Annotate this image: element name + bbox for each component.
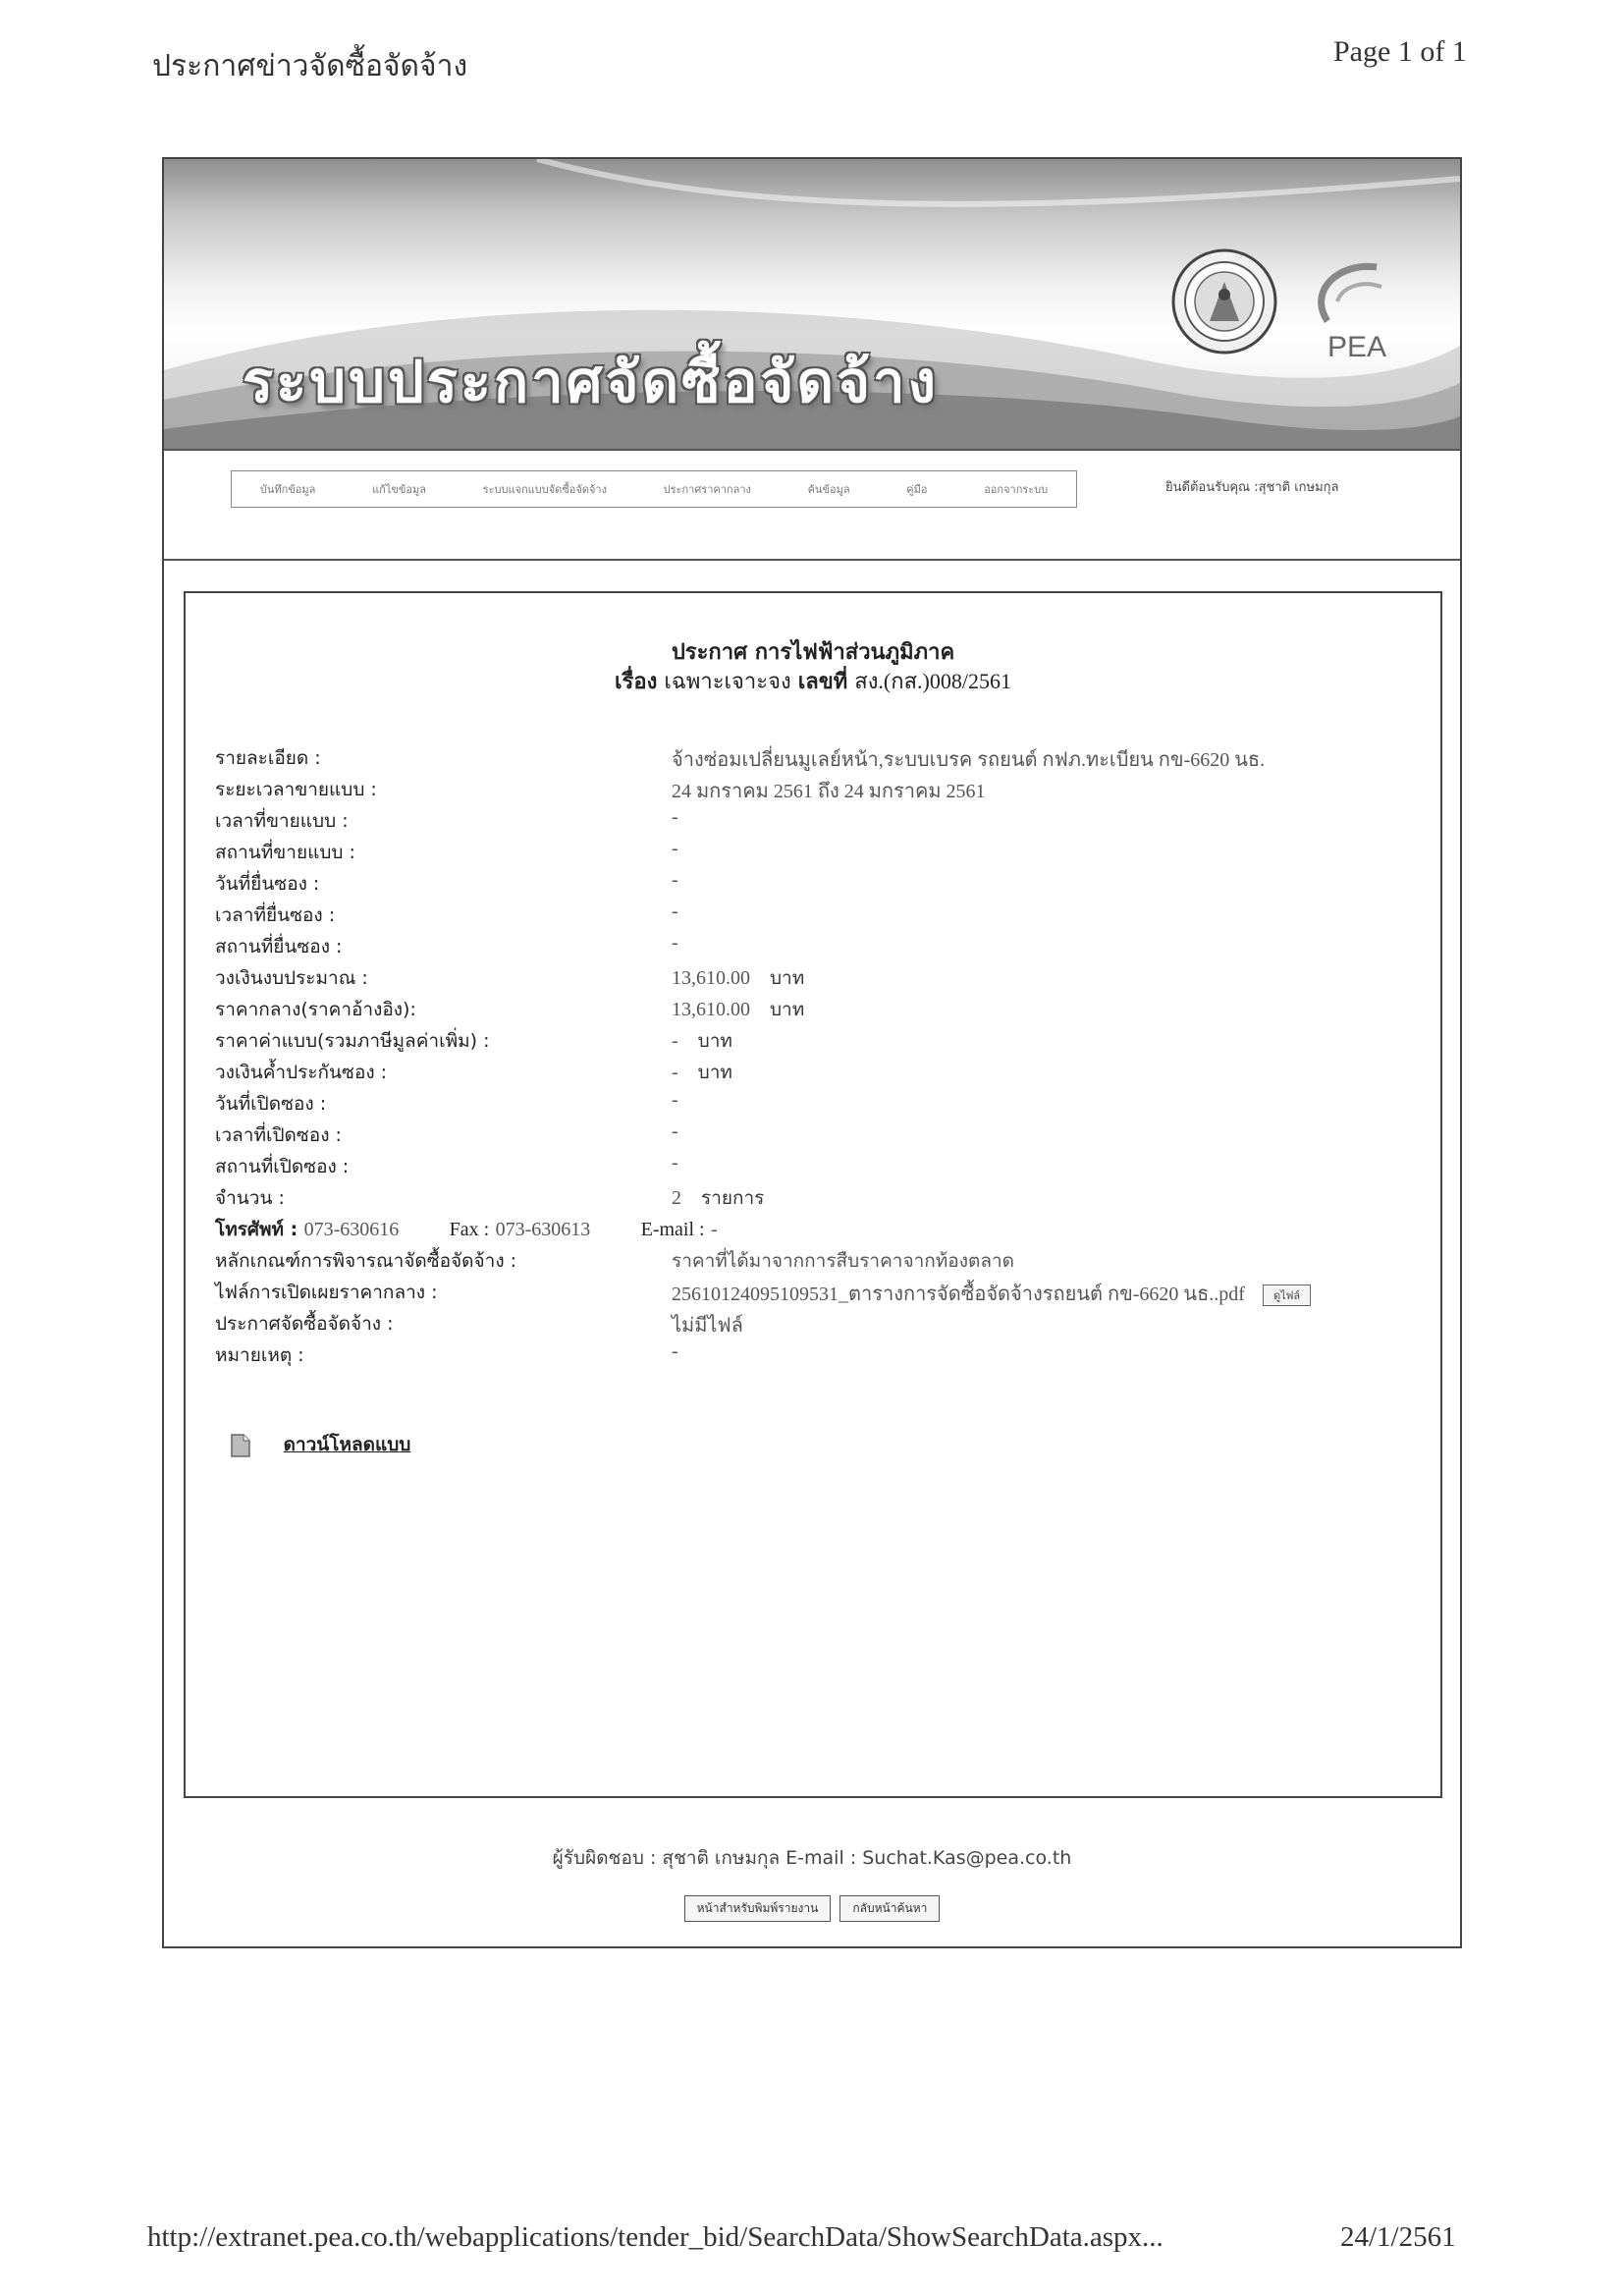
detail-value: -	[672, 1121, 678, 1142]
email-value: -	[710, 1219, 718, 1240]
detail-row-criteria	[215, 1246, 1413, 1278]
median-price-unit: บาท	[770, 999, 805, 1020]
print-page-number: Page 1 of 1	[1333, 35, 1467, 68]
nav-item-document-system[interactable]: ระบบแจกแบบจัดซื้อจัดจ้าง	[482, 483, 607, 496]
pea-logo-text: PEA	[1327, 331, 1387, 363]
budget-unit: บาท	[770, 967, 805, 989]
banner	[164, 159, 1460, 451]
phone-label: โทรศัพท์ :	[215, 1219, 298, 1240]
detail-label: จำนวน :	[215, 1187, 285, 1209]
pea-logo-icon	[1308, 252, 1396, 331]
detail-row-open-place	[215, 1152, 1413, 1183]
nav-menu	[231, 470, 1077, 508]
download-label[interactable]: ดาวน์โหลดแบบ	[283, 1434, 411, 1455]
quantity-amount: 2	[672, 1187, 681, 1209]
detail-label: ราคาค่าแบบ(รวมภาษีมูลค่าเพิ่ม) :	[215, 1030, 490, 1052]
detail-value: ไม่มีไฟล์	[672, 1315, 743, 1337]
responsible-person: ผู้รับผิดชอบ : สุชาติ เกษมกุล E-mail : Suchat.Kas@pea.co.th	[552, 1847, 1072, 1869]
subject-value: เฉพาะเจาะจง	[664, 670, 791, 694]
detail-value	[672, 1183, 764, 1213]
print-report-button[interactable]: หน้าสำหรับพิมพ์รายงาน	[684, 1895, 832, 1922]
nav-item-logout[interactable]: ออกจากระบบ	[984, 483, 1049, 496]
detail-value	[672, 995, 804, 1024]
email-label: E-mail :	[640, 1219, 705, 1240]
detail-value	[672, 963, 804, 993]
detail-label: วันที่เปิดซอง :	[215, 1093, 327, 1115]
detail-row-sale-time	[215, 806, 1413, 838]
detail-row-description	[215, 743, 1413, 775]
detail-row-remark	[215, 1340, 1413, 1372]
phone-value: 073-630616	[303, 1219, 400, 1240]
detail-label: ประกาศจัดซื้อจัดจ้าง :	[215, 1313, 394, 1335]
detail-value	[672, 1058, 732, 1087]
detail-value: 24 มกราคม 2561 ถึง 24 มกราคม 2561	[672, 781, 986, 802]
detail-row-quantity	[215, 1183, 1413, 1215]
detail-value: จ้างซ่อมเปลี่ยนมูเลย์หน้า,ระบบเบรค รถยนต์ กฟภ.ทะเบียน กข-6620 นธ.	[672, 749, 1266, 771]
detail-label: วงเงินงบประมาณ :	[215, 967, 368, 989]
number-value: สง.(กส.)008/2561	[854, 669, 1011, 693]
detail-label: เวลาที่ขายแบบ :	[215, 810, 349, 832]
detail-label: วันที่ยื่นซอง :	[215, 873, 320, 895]
subject-label: เรื่อง	[615, 670, 658, 694]
nav-item-save-data[interactable]: บันทึกข้อมูล	[259, 483, 316, 496]
announcement-subject	[186, 664, 1440, 698]
announcement-title: ประกาศ การไฟฟ้าส่วนภูมิภาค	[671, 640, 955, 665]
back-to-search-button[interactable]: กลับหน้าค้นหา	[839, 1895, 940, 1922]
detail-label: รายละเอียด :	[215, 747, 321, 769]
median-price-amount: 13,610.00	[672, 999, 750, 1020]
detail-value: -	[672, 932, 678, 954]
nav-item-edit-data[interactable]: แก้ไขข้อมูล	[372, 483, 426, 496]
detail-row-guarantee	[215, 1058, 1413, 1089]
detail-row-submit-place	[215, 932, 1413, 963]
detail-row-submit-time	[215, 901, 1413, 932]
detail-value: -	[672, 901, 678, 922]
detail-row-sale-period	[215, 775, 1413, 806]
detail-row-median-file	[215, 1278, 1413, 1309]
fax-value: 073-630613	[495, 1219, 591, 1240]
detail-row-sale-place	[215, 838, 1413, 869]
detail-value: -	[672, 806, 678, 828]
banner-title: ระบบประกาศจัดซื้อจัดจ้าง	[243, 349, 939, 415]
announcement-panel	[184, 591, 1442, 1798]
guarantee-unit: บาท	[697, 1062, 732, 1083]
print-header-title: ประกาศข่าวจัดซื้อจัดจ้าง	[152, 49, 468, 83]
doc-price-unit: บาท	[697, 1030, 732, 1052]
detail-value: -	[672, 869, 678, 891]
detail-label: หมายเหตุ :	[215, 1344, 304, 1366]
detail-row-submit-date	[215, 869, 1413, 901]
nav-item-search[interactable]: ค้นข้อมูล	[807, 483, 850, 496]
detail-row-budget	[215, 963, 1413, 995]
number-label: เลขที่	[797, 670, 848, 694]
welcome-text: ยินดีต้อนรับคุณ :สุชาติ เกษมกุล	[1165, 480, 1339, 495]
document-icon	[230, 1433, 251, 1458]
detail-value: ราคาที่ได้มาจากการสืบราคาจากท้องตลาด	[672, 1250, 1014, 1272]
detail-row-open-time	[215, 1121, 1413, 1152]
detail-row-open-date	[215, 1089, 1413, 1121]
print-footer-date: 24/1/2561	[1340, 2221, 1456, 2253]
pea-seal-icon	[1170, 247, 1278, 355]
footer-buttons	[164, 1895, 1460, 1922]
doc-price-amount: -	[672, 1030, 678, 1052]
guarantee-amount: -	[672, 1062, 678, 1083]
detail-value: -	[672, 1089, 678, 1111]
nav-item-median-price[interactable]: ประกาศราคากลาง	[663, 483, 751, 496]
nav-item-manual[interactable]: คู่มือ	[906, 483, 928, 496]
quantity-unit: รายการ	[701, 1187, 765, 1209]
detail-label: หลักเกณฑ์การพิจารณาจัดซื้อจัดจ้าง :	[215, 1250, 517, 1272]
contact-row	[215, 1215, 718, 1244]
view-file-button[interactable]: ดูไฟล์	[1263, 1285, 1311, 1306]
detail-label: ราคากลาง(ราคาอ้างอิง):	[215, 999, 416, 1020]
detail-value: -	[672, 1152, 678, 1174]
detail-value	[672, 1278, 1311, 1309]
fax-label: Fax :	[449, 1219, 490, 1240]
detail-row-doc-price	[215, 1026, 1413, 1058]
download-link[interactable]	[230, 1430, 410, 1459]
detail-label: เวลาที่เปิดซอง :	[215, 1124, 342, 1146]
detail-label: วงเงินค้ำประกันซอง :	[215, 1062, 388, 1083]
nav-area	[164, 451, 1460, 561]
budget-amount: 13,610.00	[672, 967, 750, 989]
detail-row-median-price	[215, 995, 1413, 1026]
print-footer-url: http://extranet.pea.co.th/webapplications/tender_bid/SearchData/ShowSearchData.aspx...	[147, 2221, 1164, 2253]
median-file-name[interactable]: 25610124095109531_ตารางการจัดซื้อจัดจ้างรถยนต์ กข-6620 นธ..pdf	[672, 1284, 1245, 1305]
detail-label: เวลาที่ยื่นซอง :	[215, 904, 336, 926]
detail-label: สถานที่ยื่นซอง :	[215, 936, 343, 957]
detail-value: -	[672, 838, 678, 859]
detail-label: ระยะเวลาขายแบบ :	[215, 779, 377, 800]
detail-row-procurement-file	[215, 1309, 1413, 1340]
detail-label: สถานที่เปิดซอง :	[215, 1156, 350, 1177]
detail-value: -	[672, 1340, 678, 1362]
detail-label: ไฟล์การเปิดเผยราคากลาง :	[215, 1282, 438, 1303]
detail-value	[672, 1026, 732, 1056]
detail-label: สถานที่ขายแบบ :	[215, 842, 355, 863]
page-frame	[162, 157, 1462, 1948]
